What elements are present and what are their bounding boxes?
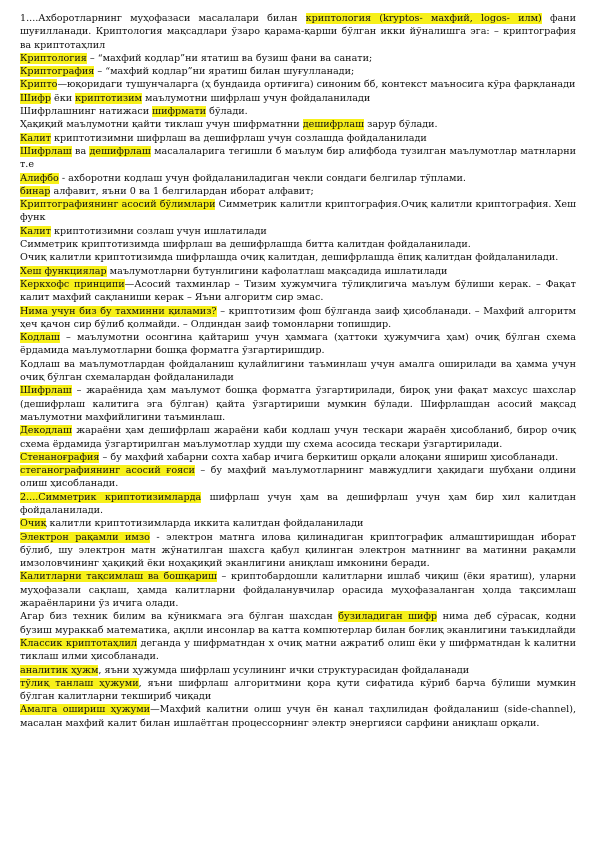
paragraph-text: фани шуғилланади. Криптология мақсадлари ўзаро қарама-қарши бўлган икки йўналишга эга: – криптография ва криптотаҳлил (20, 13, 576, 51)
document-paragraph (20, 570, 576, 610)
highlighted-term: Калит (20, 225, 51, 237)
paragraph-text: Ҳақиқий маълумотни қайти тиклаш учун шифрматнни (20, 119, 303, 131)
highlighted-term: Шифрлаш (20, 145, 72, 157)
paragraph-text: , яъни ҳужумда шифрлаш усулининг ички структурасидан фойдаланади (98, 664, 470, 676)
highlighted-term: Кодлаш (20, 332, 60, 344)
highlighted-term: Очиқ (20, 518, 47, 530)
document-paragraph (20, 238, 576, 251)
highlighted-term: шифрмати (152, 106, 207, 118)
document-paragraph (20, 703, 576, 730)
paragraph-text: криптотизимни созлаш учун ишлатилади (50, 225, 267, 237)
highlighted-term: бинар (20, 185, 51, 197)
document-paragraph (20, 172, 576, 185)
highlighted-term: Декодлаш (20, 425, 72, 437)
document-paragraph (20, 145, 576, 172)
document-paragraph (20, 105, 576, 118)
document-paragraph (20, 424, 576, 451)
highlighted-term: Хеш функциялар (20, 265, 107, 277)
document-paragraph (20, 52, 576, 65)
paragraph-text: бўлади. (206, 106, 248, 118)
document-paragraph (20, 278, 576, 305)
highlighted-term: Калит (20, 132, 51, 144)
paragraph-text: Симметрик криптотизимда шифрлаш ва дешифрлашда битта калитдан фойдаланилади. (20, 239, 471, 251)
paragraph-text: криптотизимни шифрлаш ва дешифрлаш учун созлашда фойдаланилади (50, 132, 427, 144)
paragraph-text: ва (71, 145, 90, 157)
document-paragraph (20, 305, 576, 332)
paragraph-text: 1....Ахборотларнинг муҳофазаси масалалари билан (20, 13, 306, 24)
document-paragraph (20, 251, 576, 264)
paragraph-text: – криптобардошли калитларни ишлаб чиқиш (ёки яратиш), уларни муҳофазали сақлаш, ҳамда калитларни фойдаланувчилар орасида муҳофазаланган ҳолда тақсимлаш жараёнларини ўз ичига олади. (20, 571, 576, 610)
document-paragraph (20, 265, 576, 278)
paragraph-text: , яъни шифрлаш алгоритмини қора қути сифатида кўриб барча бўлиши мумкин бўлган калитларни текшириб чиқади (20, 677, 576, 703)
highlighted-term: Нима учун биз бу тахминни қиламиз? (20, 305, 217, 317)
highlighted-term: стеганографиянинг асосий ғояси (20, 465, 195, 477)
paragraph-text: – бу маҳфий хабарни сохта хабар ичига беркитиш орқали алоқани яшириш ҳисобланади. (99, 451, 559, 463)
highlighted-term: Алифбо (20, 172, 59, 184)
paragraph-text: Симметрик калитли криптография.Очиқ калитли криптография. Хеш функ (20, 199, 577, 224)
paragraph-text: —Асосий тахминлар – Тизим хужумчига тўлиқлигича маълум бўлиши керак. – Фақат калит махфий сақланиши керак – Яъни алгоритм сир эмас. (20, 278, 576, 304)
document-paragraph (20, 225, 576, 238)
paragraph-text: Агар биз техник билим ва кўникмага эга бўлган шахсдан (20, 611, 339, 623)
document-paragraph (20, 198, 576, 225)
paragraph-text: деганда y шифрматндан x очиқ матни ажратиб олиш ёки y шифрматндан k калитни тиклаш илми ҳисобланади. (20, 637, 576, 663)
highlighted-term: Классик криптотаҳлил (20, 637, 137, 649)
document-paragraph (20, 531, 576, 571)
document-paragraph (20, 451, 576, 464)
paragraph-text: – маълумотни осонгина қайтариш учун ҳаммага (ҳаттоки ҳужумчига ҳам) очиқ бўлган схема ёрдамида маълумотларни бошқа форматга ўзгартиришдир. (20, 332, 576, 357)
document-paragraph (20, 65, 576, 78)
document-paragraph (20, 331, 576, 358)
highlighted-term: Крипто (20, 79, 58, 91)
paragraph-text: жараёни ҳам дешифрлаш жараёни каби кодлаш учун тескари жараён ҳисобланиб, бирор очиқ схема ёрдамида ўзгартирилган маълумотлар худди шу схема асосида тескари ўзгартирилади. (20, 425, 576, 450)
paragraph-text: ёки (51, 92, 76, 104)
paragraph-text: – “махфий кодлар”ни ятатиш ва бузиш фани ва санати; (86, 52, 373, 64)
document-paragraph (20, 118, 576, 131)
highlighted-term: Керкхофс принципи (20, 278, 125, 290)
highlighted-term: Калитларни тақсимлаш ва бошқариш (20, 571, 217, 583)
document-paragraph (20, 464, 576, 491)
highlighted-term: бузиладиган шифр (338, 611, 438, 623)
highlighted-term: криптотизим (75, 92, 142, 104)
highlighted-term: дешифрлаш (302, 119, 365, 131)
paragraph-text: - электрон матнга илова қилинадиган криптографик алмаштиришдан иборат бўлиб, шу электрон матн жўнатилган шахсга қабул қилинган электрон матннинг ва матинни рақамли имзоловчининг ҳақиқий ёки ноҳақиқий эканлигини аниқлаш имконини беради. (20, 531, 577, 570)
highlighted-term: Электрон рақамли имзо (20, 531, 150, 543)
highlighted-term: дешифрлаш (89, 145, 151, 157)
document-paragraph (20, 185, 576, 198)
highlighted-term: аналитик ҳужм (20, 664, 99, 676)
highlighted-term: Криптография (20, 66, 95, 78)
paragraph-text: алфавит, яъни 0 ва 1 белгилардан иборат алфавит; (50, 185, 314, 197)
paragraph-text: Очиқ калитли криптотизимда шифрлашда очиқ калитдан, дешифрлашда ёпиқ калитдан фойдаланилади. (20, 252, 559, 264)
highlighted-term: криптология (kryptos- махфий, logos- илм) (305, 13, 542, 24)
paragraph-text: нима деб сўрасак, кодни бузиш мураккаб математика, ақлли инсонлар ва катта компютерлар билан боғлиқ эканлигини таъкидлайди (20, 611, 576, 636)
highlighted-term: 2....Симметрик криптотизимларда (20, 491, 202, 503)
document-paragraph (20, 610, 576, 637)
paragraph-text: маълумотларни бутунлигини кафолатлаш мақсадида ишлатилади (106, 265, 448, 277)
paragraph-text: маълумотни шифрлаш учун фойдаланилади (141, 92, 371, 104)
paragraph-text: Кодлаш ва маълумотлардан фойдаланиш қулайлигини таъминлаш учун амалга оширилади ва ҳамма учун очиқ бўлган схемалардан фойдаланилади (20, 358, 576, 384)
document-paragraph (20, 92, 576, 105)
document-paragraph (20, 491, 576, 518)
document-paragraph (20, 664, 576, 677)
paragraph-text: —Махфий калитни олиш учун ён канал таҳлилидан фойдаланиш (side-channel), масалан махфий калит билан ишлаётган процессорнинг электр энергияси сарфини аниқлаш орқали. (20, 704, 576, 729)
paragraph-text: – “махфий кодлар”ни яратиш билан шуғулланади; (94, 66, 355, 78)
paragraph-text: —юқоридаги тушунчаларга (ҳ бундаида ортиғига) синоним бб, контекст маъносига кўра фарқланади (57, 79, 576, 91)
highlighted-term: тўлиқ танлаш ҳужуми (20, 677, 139, 689)
paragraph-text: – жараёнида ҳам маълумот бошқа форматга ўзгартирилади, бироқ уни фақат махсус шахслар (дешифрлаш калитига эга бўлган) қайта ўзгартириши мумкин бўлади. Шифрлашдан асосий мақсад маълумотни махфийлигини таъминлаш. (20, 385, 576, 423)
paragraph-text: - ахборотни кодлаш учун фойдаланиладиган чекли сондаги белгилар тўплами. (58, 172, 466, 184)
paragraph-text: – бу маҳфий маълумотларнинг мавжудлиги ҳақидаги шубҳани олдини олиш ҳисобланади. (20, 465, 576, 490)
highlighted-term: Амалга ошириш ҳужуми (20, 704, 151, 716)
document-paragraph (20, 517, 576, 530)
document-paragraph (20, 78, 576, 91)
document-paragraph (20, 12, 576, 52)
highlighted-term: Криптология (20, 52, 87, 64)
highlighted-term: Криптографиянинг асосий бўлимлари (20, 199, 216, 211)
paragraph-text: масалаларига тегишли б маълум бир алифбода тузилган маълумотлар матнларни т.е (20, 145, 576, 171)
document-paragraph (20, 132, 576, 145)
paragraph-text: – криптотизим фош бўлганда заиф ҳисобланади. – Махфий алгоритм ҳеч қачон сир бўлиб қолмайди. – Олдиндан заиф томонларни топишдир. (20, 305, 576, 330)
paragraph-text: калитли криптотизимларда иккита калитдан фойдаланилади (46, 518, 364, 530)
document-paragraph (20, 637, 576, 664)
document-paragraph (20, 358, 576, 385)
highlighted-term: Стенаноғрафия (20, 451, 100, 463)
highlighted-term: Шифрлаш (20, 385, 72, 397)
document-paragraph (20, 384, 576, 424)
paragraph-text: Шифрлашнинг натижаси (20, 106, 153, 118)
highlighted-term: Шифр (20, 92, 51, 104)
paragraph-text: шифрлаш учун ҳам ва дешифрлаш учун ҳам бир хил калитдан фойдаланилади. (20, 491, 576, 516)
paragraph-text: зарур бўлади. (364, 119, 438, 131)
document-paragraph (20, 677, 576, 704)
